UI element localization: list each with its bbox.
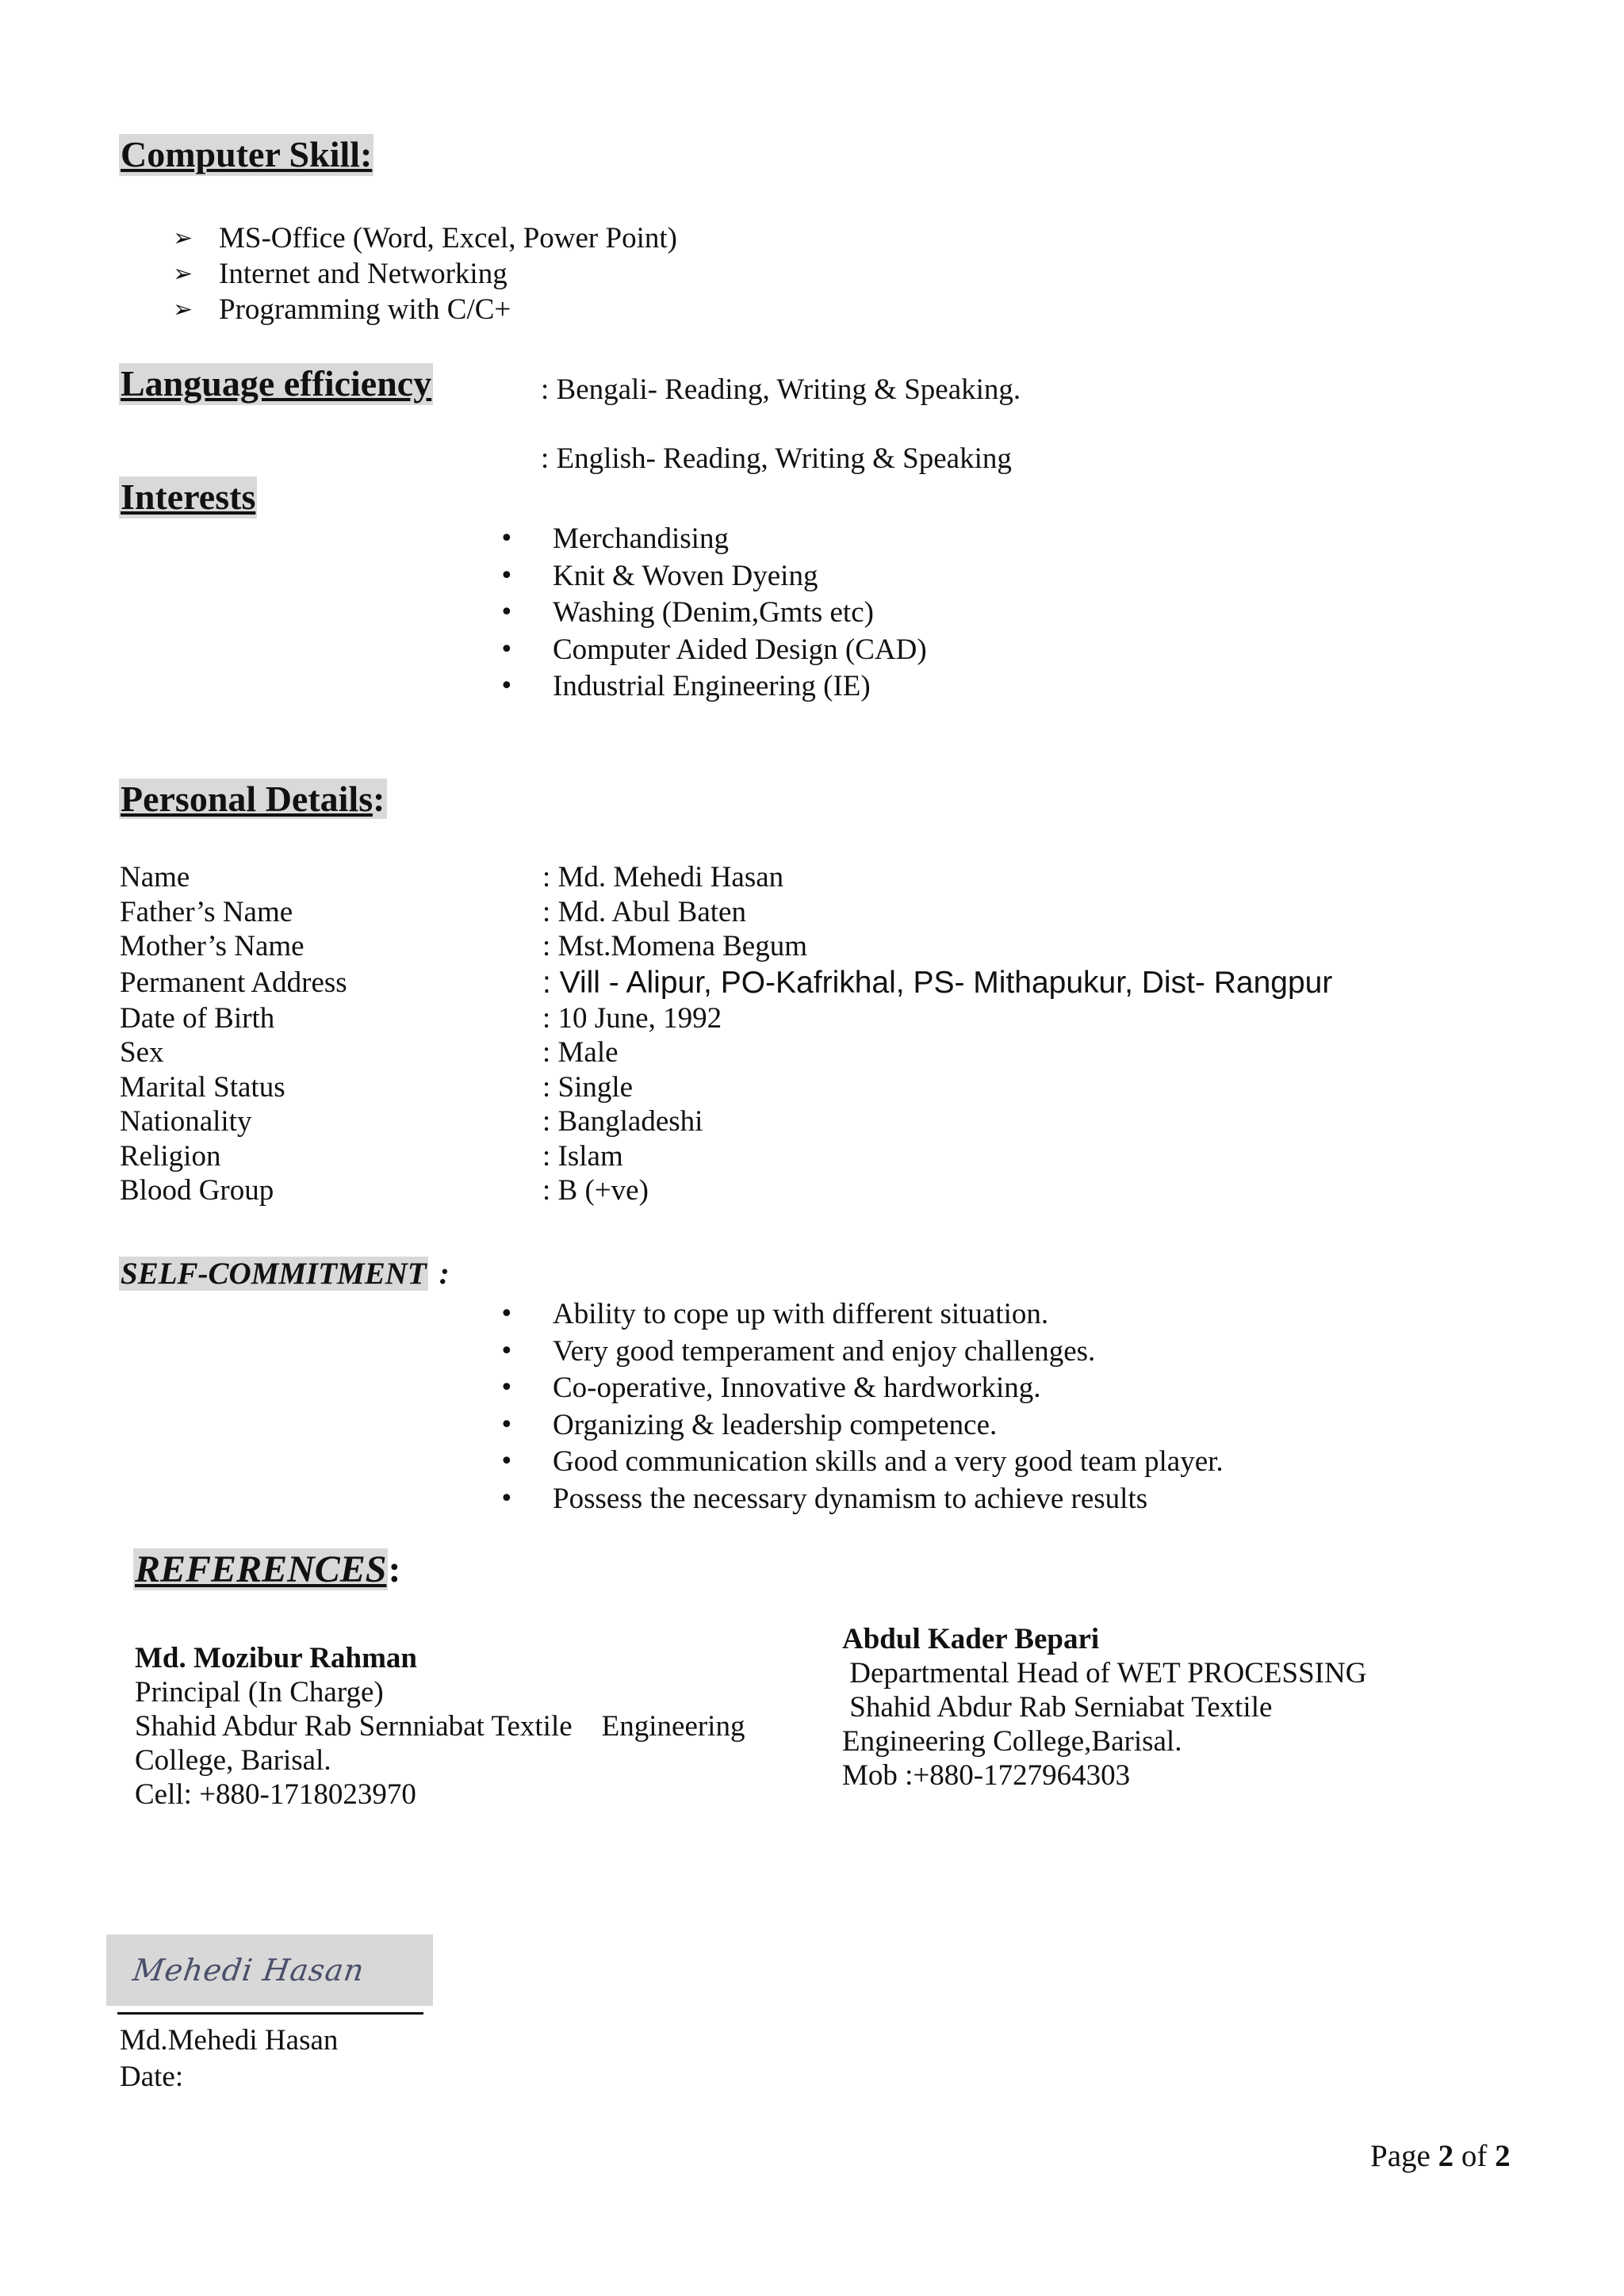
self-commitment-heading: SELF-COMMITMENT xyxy=(121,1257,427,1291)
arrow-bullet-icon: ➢ xyxy=(173,296,193,323)
computer-skill-list xyxy=(173,220,677,327)
table-row: Religion : Islam xyxy=(120,1139,623,1173)
interests-heading: Interests xyxy=(121,476,256,517)
bullet-icon: • xyxy=(500,1448,514,1475)
reference-left xyxy=(135,1641,745,1812)
references-colon: : xyxy=(388,1548,401,1590)
list-item: ➢ MS-Office (Word, Excel, Power Point) xyxy=(173,222,677,254)
bullet-icon: • xyxy=(500,635,514,664)
reference-left-line: Principal (In Charge) xyxy=(135,1676,384,1709)
reference-right-name: Abdul Kader Bepari xyxy=(842,1623,1100,1655)
arrow-bullet-icon: ➢ xyxy=(173,260,193,288)
list-item: • Organizing & leadership competence. xyxy=(500,1407,1224,1445)
personal-details-table xyxy=(120,860,1332,1208)
list-item: • Possess the necessary dynamism to achieve results xyxy=(500,1481,1224,1518)
list-item: • Very good temperament and enjoy challenges. xyxy=(500,1334,1224,1371)
bullet-icon: • xyxy=(500,1337,514,1365)
list-item: • Merchandising xyxy=(500,521,927,558)
reference-right-line: Shahid Abdur Rab Serniabat Textile xyxy=(842,1691,1273,1724)
list-item: ➢ Programming with C/C+ xyxy=(173,293,511,326)
reference-left-line: Cell: +880-1718023970 xyxy=(135,1778,416,1811)
signature-date-label: Date: xyxy=(120,2061,184,2093)
references-heading-wrap xyxy=(133,1548,400,1591)
personal-heading: Personal Details xyxy=(121,779,373,819)
bullet-icon: • xyxy=(500,1484,514,1513)
list-item: • Computer Aided Design (CAD) xyxy=(500,632,927,669)
signature-image xyxy=(106,1934,433,2006)
reference-left-line: Shahid Abdur Rab Sernniabat Textile Engineering xyxy=(135,1710,745,1743)
personal-heading-wrap xyxy=(119,779,387,821)
interests-list xyxy=(500,521,927,706)
list-item: • Ability to cope up with different situation. xyxy=(500,1296,1224,1334)
table-row: Date of Birth : 10 June, 1992 xyxy=(120,1001,722,1035)
list-item: • Co-operative, Innovative & hardworking. xyxy=(500,1370,1224,1407)
reference-right-line: Departmental Head of WET PROCESSING xyxy=(842,1657,1367,1689)
language-english: : English- Reading, Writing & Speaking xyxy=(541,442,1012,475)
table-row: Father’s Name : Md. Abul Baten xyxy=(120,895,746,928)
list-item: • Washing (Denim,Gmts etc) xyxy=(500,595,927,632)
table-row: Nationality : Bangladeshi xyxy=(120,1105,703,1138)
self-commitment-list xyxy=(500,1296,1224,1517)
reference-right-line: Engineering College,Barisal. xyxy=(842,1725,1182,1758)
bullet-icon: • xyxy=(500,561,514,590)
table-row: Sex : Male xyxy=(120,1036,619,1069)
bullet-icon: • xyxy=(500,599,514,626)
language-heading: Language efficiency xyxy=(121,363,432,404)
language-bengali: : Bengali- Reading, Writing & Speaking. xyxy=(541,373,1021,406)
self-commitment-colon: : xyxy=(439,1257,450,1291)
bullet-icon: • xyxy=(500,1374,514,1402)
reference-right-line: Mob :+880-1727964303 xyxy=(842,1759,1131,1792)
table-row: Mother’s Name : Mst.Momena Begum xyxy=(120,930,808,962)
arrow-bullet-icon: ➢ xyxy=(173,224,193,252)
table-row: Blood Group : B (+ve) xyxy=(120,1174,649,1207)
self-commitment-heading-wrap xyxy=(119,1257,450,1292)
list-item: • Knit & Woven Dyeing xyxy=(500,558,927,595)
computer-skill-heading: Computer Skill: xyxy=(121,134,373,174)
signature-handwriting: Mehedi Hasan xyxy=(130,1953,367,1988)
reference-left-name: Md. Mozibur Rahman xyxy=(135,1642,417,1674)
reference-left-line: College, Barisal. xyxy=(135,1744,331,1777)
page-number: Page 2 of 2 xyxy=(1370,2139,1511,2173)
list-item: • Good communication skills and a very good team player. xyxy=(500,1444,1224,1481)
list-item: ➢ Internet and Networking xyxy=(173,258,508,290)
table-row: Marital Status : Single xyxy=(120,1070,634,1104)
personal-heading-colon: : xyxy=(373,779,387,819)
signature-name: Md.Mehedi Hasan xyxy=(120,2024,339,2057)
table-row: Name : Md. Mehedi Hasan xyxy=(120,861,784,894)
list-item: • Industrial Engineering (IE) xyxy=(500,668,927,706)
references-heading: REFERENCES xyxy=(135,1548,387,1590)
bullet-icon: • xyxy=(500,672,514,700)
table-row: Permanent Address : Vill - Alipur, PO-Kafrikhal, PS- Mithapukur, Dist- Rangpur xyxy=(120,965,1333,1000)
bullet-icon: • xyxy=(500,1410,514,1439)
signature-line xyxy=(117,2012,423,2015)
bullet-icon: • xyxy=(500,1300,514,1328)
bullet-icon: • xyxy=(500,525,514,553)
reference-right xyxy=(842,1622,1366,1793)
